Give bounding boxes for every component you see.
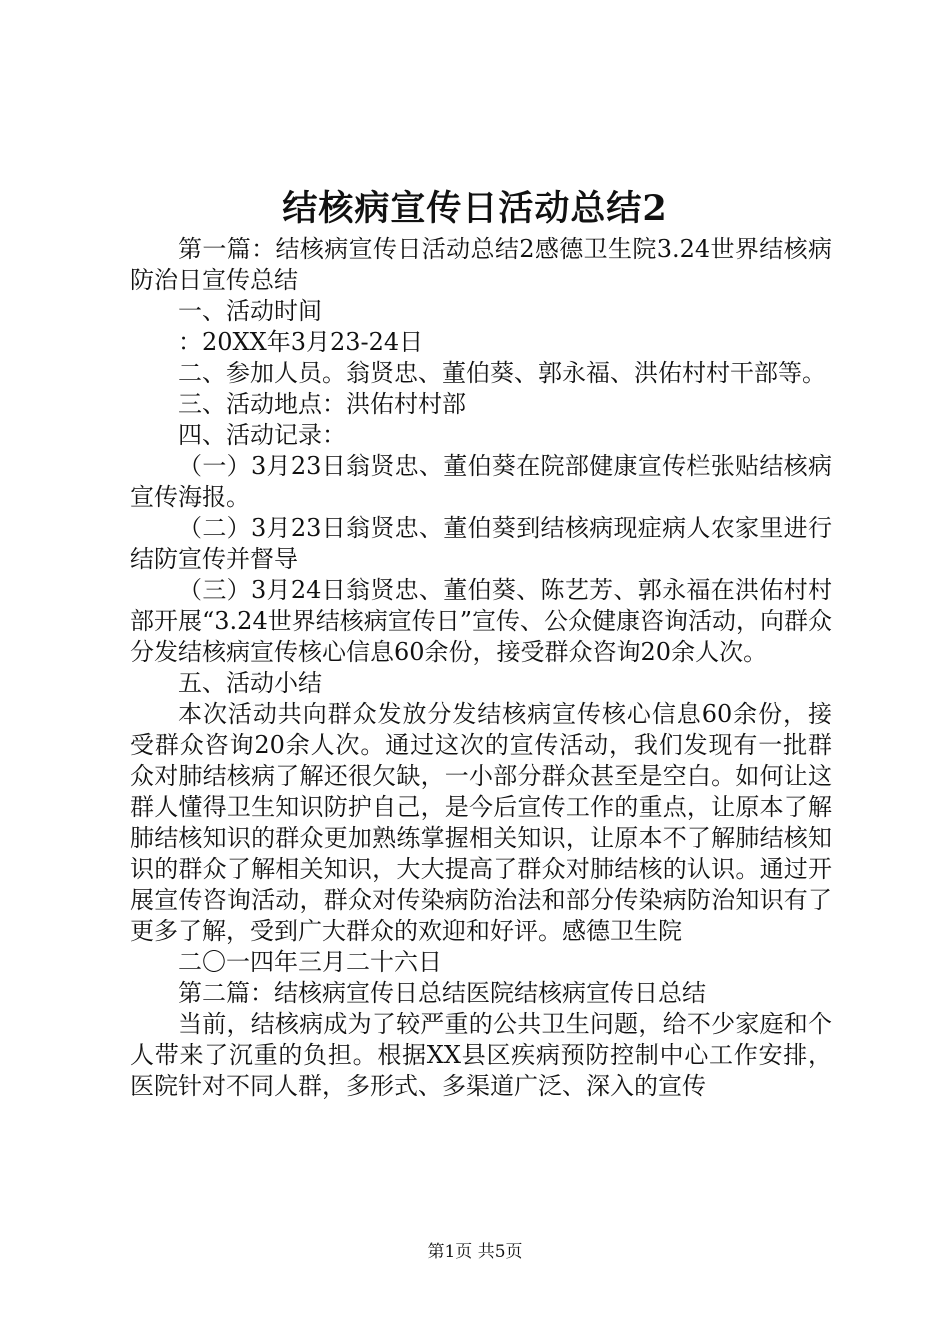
paragraph: 一、活动时间 xyxy=(178,297,322,325)
paragraph: 五、活动小结 xyxy=(178,669,322,697)
document-body xyxy=(130,234,832,1102)
paragraph: 二〇一四年三月二十六日 xyxy=(178,948,442,976)
paragraph: 本次活动共向群众发放分发结核病宣传核心信息60余份，接受群众咨询20余人次。通过这次的宣传活动，我们发现有一批群众对肺结核病了解还很欠缺，一小部分群众甚至是空白。如何让这群人懂得卫生知识防护自己，是今后宣传工作的重点，让原本了解肺结核知识的群众更加熟练掌握相关知识，让原本不了解肺结核知识的群众了解相关知识，大大提高了群众对肺结核的认识。通过开展宣传咨询活动，群众对传染病防治法和部分传染病防治知识有了更多了解，受到广大群众的欢迎和好评。感德卫生院 xyxy=(130,700,832,945)
paragraph: 三、活动地点：洪佑村村部 xyxy=(178,390,466,418)
paragraph: （二）3月23日翁贤忠、董伯葵到结核病现症病人农家里进行结防宣传并督导 xyxy=(130,514,832,573)
page-number-footer: 第1页 共5页 xyxy=(427,1242,523,1262)
paragraph: 四、活动记录： xyxy=(178,421,346,449)
paragraph: （三）3月24日翁贤忠、董伯葵、陈艺芳、郭永福在洪佑村村部开展“3.24世界结核病宣传日”宣传、公众健康咨询活动，向群众分发结核病宣传核心信息60余份，接受群众咨询20余人次。 xyxy=(130,576,832,666)
paragraph: 第一篇：结核病宣传日活动总结2感德卫生院3.24世界结核病防治日宣传总结 xyxy=(130,235,832,294)
paragraph: 第二篇：结核病宣传日总结医院结核病宣传日总结 xyxy=(178,979,706,1007)
paragraph: （一）3月23日翁贤忠、董伯葵在院部健康宣传栏张贴结核病宣传海报。 xyxy=(130,452,832,511)
paragraph: 二、参加人员。翁贤忠、董伯葵、郭永福、洪佑村村干部等。 xyxy=(178,359,826,387)
document-title: 结核病宣传日活动总结2 xyxy=(282,188,668,229)
paragraph: ：20XX年3月23-24日 xyxy=(178,328,424,356)
paragraph: 当前，结核病成为了较严重的公共卫生问题，给不少家庭和个人带来了沉重的负担。根据XX县区疾病预防控制中心工作安排，医院针对不同人群，多形式、多渠道广泛、深入的宣传 xyxy=(130,1010,832,1100)
